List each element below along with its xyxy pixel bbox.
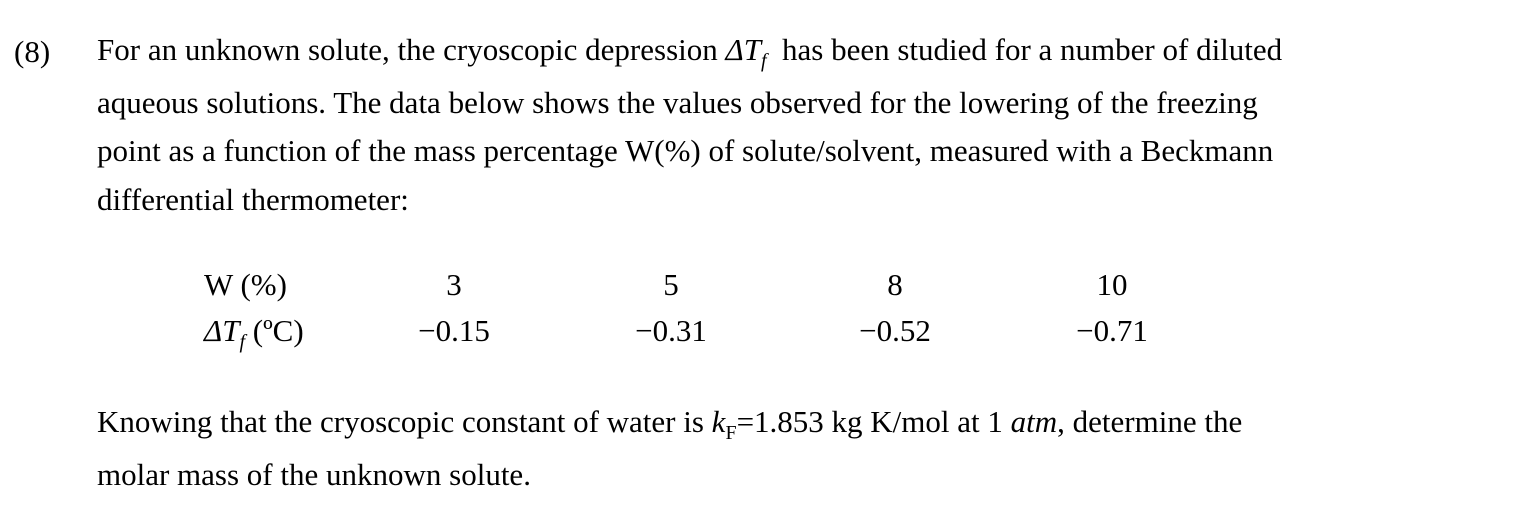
intro-line-4: differential thermometer: (97, 181, 409, 217)
dt-value-3: −0.52 (859, 313, 931, 348)
data-table (0, 262, 1528, 358)
w-value-2: 5 (663, 267, 679, 302)
problem-number: (8) (14, 34, 51, 69)
delta-tf-symbol: $\Delta T_f$ (725, 32, 767, 72)
table-row-freezing-depression (0, 308, 1528, 354)
question-line-1: Knowing that the cryoscopic constant of water is $k_F=1.853$ kg K/mol at 1 atm, determine the (97, 404, 1243, 444)
dt-value-4: −0.71 (1076, 313, 1148, 348)
question-line-2: molar mass of the unknown solute. (97, 456, 531, 492)
w-value-3: 8 (887, 267, 903, 302)
dt-value-1: −0.15 (418, 313, 490, 348)
dt-value-2: −0.31 (635, 313, 707, 348)
row-label-delta-tf: $\Delta T_f$ (ºC) (204, 313, 304, 353)
intro-line-1: For an unknown solute, the cryoscopic depression $\Delta T_f$ has been studied for a number of diluted (97, 32, 1283, 72)
w-value-4: 10 (1096, 267, 1128, 302)
problem-intro (97, 26, 1282, 224)
problem-question (97, 398, 1242, 499)
row-label-w: W (%) (204, 267, 287, 302)
w-value-1: 3 (446, 267, 462, 302)
kf-symbol: $k_F$ (711, 404, 737, 444)
table-row-mass-percentage (0, 262, 1528, 308)
intro-line-2: aqueous solutions. The data below shows the values observed for the lowering of the freezing (97, 84, 1258, 120)
intro-line-3: point as a function of the mass percentage W(%) of solute/solvent, measured with a Beckmann (97, 133, 1274, 168)
